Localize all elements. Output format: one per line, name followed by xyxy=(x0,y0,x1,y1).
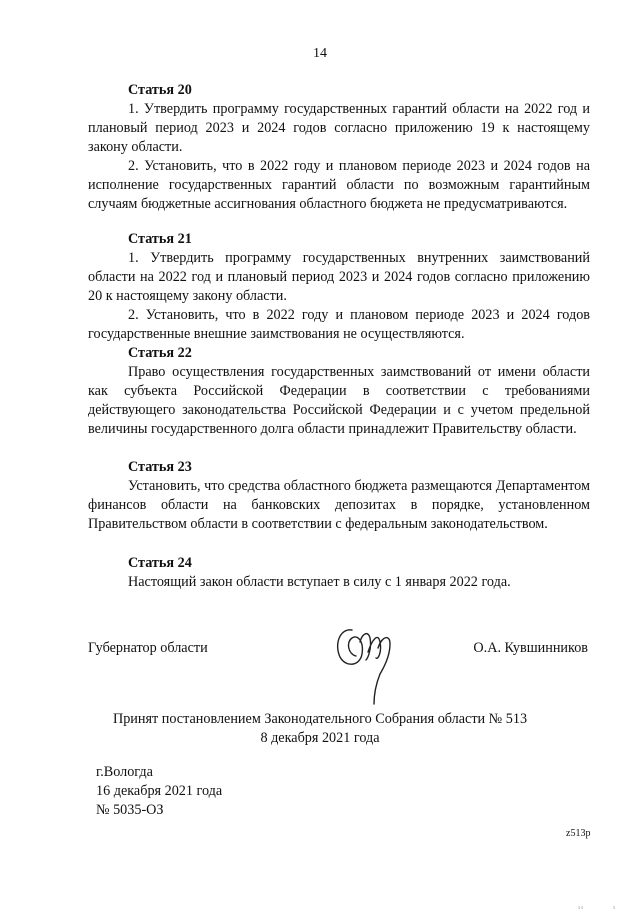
signatory-position: Губернатор области xyxy=(88,640,208,656)
article-24 xyxy=(88,554,590,592)
adoption-line: Принят постановлением Законодательного Собрания области № 513 xyxy=(112,711,528,727)
place-date-block xyxy=(96,763,222,820)
article-title: Статья 24 xyxy=(128,555,192,571)
article-paragraph: Настоящий закон области вступает в силу с 1 января 2022 года. xyxy=(128,574,511,590)
article-paragraph: Установить, что средства областного бюджета размещаются Департаментом финансов области на банковских депозитах в порядке, установленном Правительством области в соответствии с федеральным законодательством. xyxy=(88,478,590,532)
article-title: Статья 22 xyxy=(128,345,192,361)
law-number: № 5035-ОЗ xyxy=(96,802,164,818)
article-22 xyxy=(88,344,590,439)
law-date: 16 декабря 2021 года xyxy=(96,783,223,799)
adoption-date: 8 декабря 2021 года xyxy=(260,730,380,746)
article-title: Статья 20 xyxy=(128,82,192,98)
handwritten-signature xyxy=(330,612,400,707)
signatory-name: О.А. Кувшинников xyxy=(473,640,588,656)
document-code: z513p xyxy=(566,828,591,839)
article-title: Статья 23 xyxy=(128,459,192,475)
article-paragraph: 2. Установить, что в 2022 году и плановом периоде 2023 и 2024 годов на исполнение государственных гарантий области по возможным гарантийным случаям бюджетные ассигнования областного бюджета не предусматриваются. xyxy=(88,158,590,212)
article-23 xyxy=(88,458,590,534)
article-paragraph: Право осуществления государственных заимствований от имени области как субъекта Российской Федерации в соответствии с требованиями действующего законодательства Российской Федерации и с учетом предельной величины государственного долга области принадлежит Правительству области. xyxy=(88,364,590,437)
city: г.Вологда xyxy=(96,764,153,780)
article-paragraph: 1. Утвердить программу государственных гарантий области на 2022 год и плановый период 2023 и 2024 годов согласно приложению 19 к настоящему закону области. xyxy=(88,101,590,155)
adoption-note xyxy=(0,710,640,748)
footer-mark-left: 1 1 xyxy=(578,905,583,910)
page-number: 14 xyxy=(313,46,327,61)
article-paragraph: 2. Установить, что в 2022 году и плановом периоде 2023 и 2024 годов государственные внешние заимствования не осуществляются. xyxy=(88,307,590,342)
article-title: Статья 21 xyxy=(128,231,192,247)
article-21 xyxy=(88,230,590,344)
footer-mark-right: 1 xyxy=(613,905,615,910)
article-20 xyxy=(88,81,590,214)
article-paragraph: 1. Утвердить программу государственных внутренних заимствований области на 2022 год и плановый период 2023 и 2024 годов согласно приложению 20 к настоящему закону области. xyxy=(88,250,590,304)
